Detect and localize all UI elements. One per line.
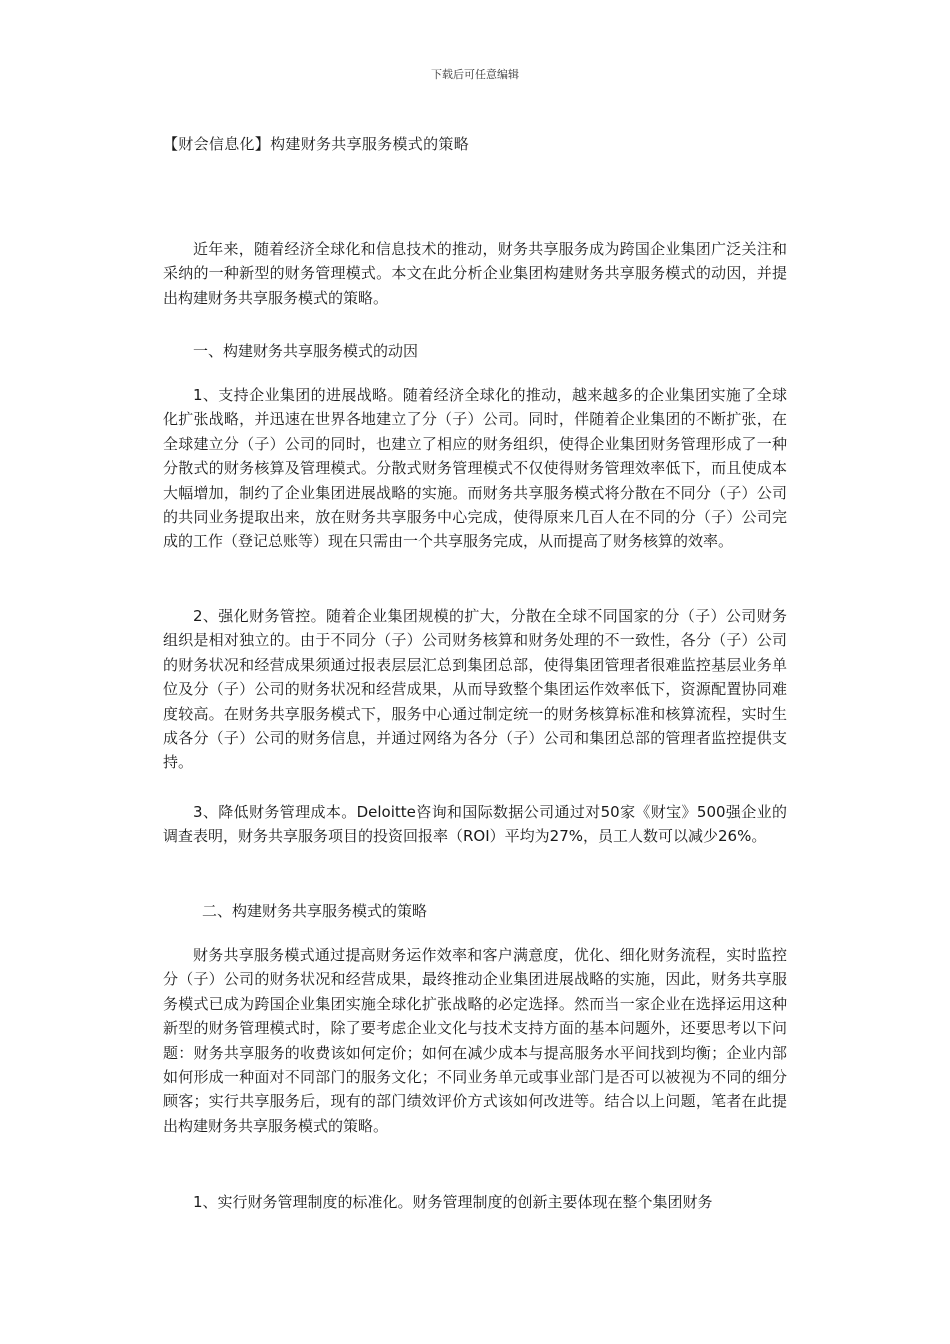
section-2-heading-text: 二、构建财务共享服务模式的策略 (202, 902, 428, 920)
intro-paragraph (163, 237, 787, 310)
section-1-point-1 (163, 383, 787, 554)
section-2-point-1 (163, 1190, 787, 1214)
intro-text: 近年来，随着经济全球化和信息技术的推动，财务共享服务成为跨国企业集团广泛关注和采纳的一种新型的财务管理模式。本文在此分析企业集团构建财务共享服务模式的动因，并提出构建财务共享服务模式的策略。 (163, 240, 787, 307)
section-1-point-3-text: 3、降低财务管理成本。Deloitte咨询和国际数据公司通过对50家《财宝》500强企业的调查表明，财务共享服务项目的投资回报率（ROI）平均为27%，员工人数可以减少26%。 (163, 803, 787, 846)
section-1-heading-text: 一、构建财务共享服务模式的动因 (193, 342, 419, 360)
section-2-heading (172, 899, 796, 923)
section-1-point-2-text: 2、强化财务管控。随着企业集团规模的扩大，分散在全球不同国家的分（子）公司财务组织是相对独立的。由于不同分（子）公司财务核算和财务处理的不一致性，各分（子）公司的财务状况和经营成果须通过报表层层汇总到集团总部，使得集团管理者很难监控基层业务单位及分（子）公司的财务状况和经营成果，从而导致整个集团运作效率低下，资源配置协同难度较高。在财务共享服务模式下，服务中心通过制定统一的财务核算标准和核算流程，实时生成各分（子）公司的财务信息，并通过网络为各分（子）公司和集团总部的管理者监控提供支持。 (163, 607, 787, 772)
document-title: 【财会信息化】构建财务共享服务模式的策略 (163, 135, 470, 153)
section-1-point-3 (163, 800, 787, 849)
section-1-point-2 (163, 604, 787, 775)
section-2-point-1-text: 1、实行财务管理制度的标准化。财务管理制度的创新主要体现在整个集团财务 (193, 1193, 713, 1211)
download-note: 下载后可任意编辑 (431, 68, 519, 81)
section-2-intro-text: 财务共享服务模式通过提高财务运作效率和客户满意度，优化、细化财务流程，实时监控分（子）公司的财务状况和经营成果，最终推动企业集团进展战略的实施，因此，财务共享服务模式已成为跨国企业集团实施全球化扩张战略的必定选择。然而当一家企业在选择运用这种新型的财务管理模式时，除了要考虑企业文化与技术支持方面的基本问题外，还要思考以下问题：财务共享服务的收费该如何定价；如何在减少成本与提高服务水平间找到均衡；企业内部如何形成一种面对不同部门的服务文化；不同业务单元或事业部门是否可以被视为不同的细分顾客；实行共享服务后，现有的部门绩效评价方式该如何改进等。结合以上问题，笔者在此提出构建财务共享服务模式的策略。 (163, 946, 787, 1135)
section-1-heading (163, 339, 787, 363)
section-1-point-1-text: 1、支持企业集团的进展战略。随着经济全球化的推动，越来越多的企业集团实施了全球化扩张战略，并迅速在世界各地建立了分（子）公司。同时，伴随着企业集团的不断扩张，在全球建立分（子）公司的同时，也建立了相应的财务组织，使得企业集团财务管理形成了一种分散式的财务核算及管理模式。分散式财务管理模式不仅使得财务管理效率低下，而且使成本大幅增加，制约了企业集团进展战略的实施。而财务共享服务模式将分散在不同分（子）公司的共同业务提取出来，放在财务共享服务中心完成，使得原来几百人在不同的分（子）公司完成的工作（登记总账等）现在只需由一个共享服务完成，从而提高了财务核算的效率。 (163, 386, 787, 551)
section-2-intro (163, 943, 787, 1138)
